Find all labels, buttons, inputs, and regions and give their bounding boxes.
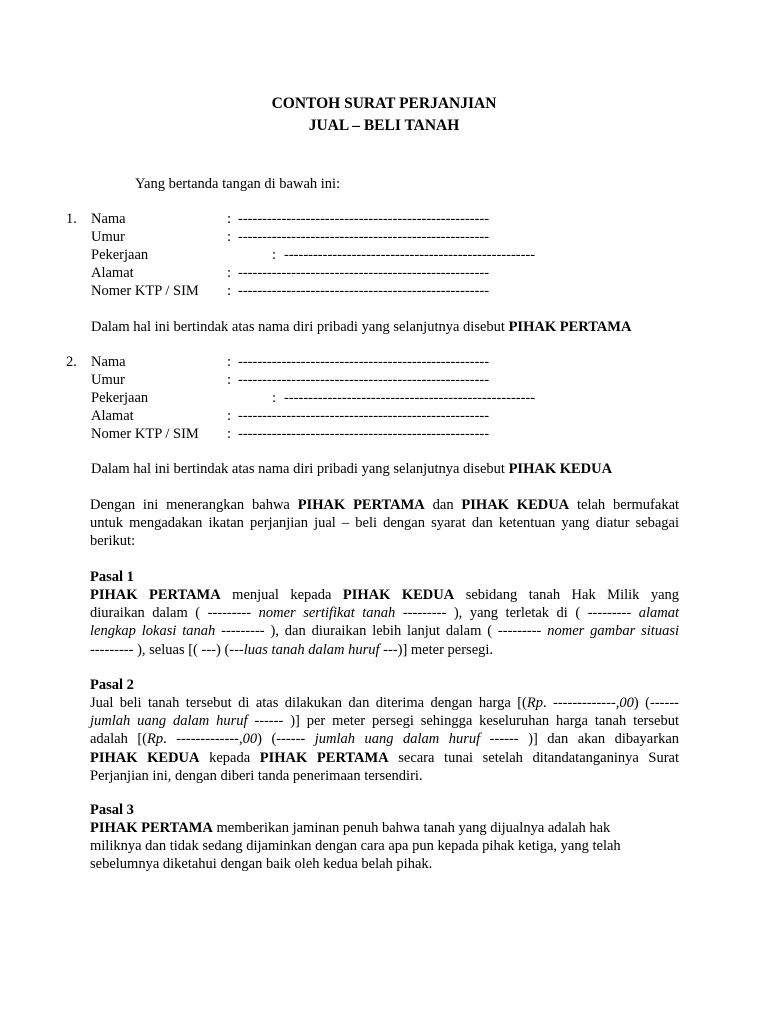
document-title: CONTOH SURAT PERJANJIAN [271, 95, 497, 112]
party1-ktp-colon: : [227, 283, 232, 299]
party2-pekerjaan-blank: ---------------------------------------------------- [284, 390, 536, 406]
party2-alamat-blank: ---------------------------------------------------- [238, 408, 490, 424]
party1-alamat-colon: : [227, 265, 232, 281]
pasal2-body: Jual beli tanah tersebut di atas dilakukan dan diterima dengan harga [(Rp. -------------,00) (------ jumlah uang dalam huruf ------ )] per meter persegi sehingga keseluruhan harga tanah tersebut adalah [(Rp. -------------,00) (------ jumlah uang dalam huruf ------ )] dan akan dibayarkan PIHAK KEDUA kepada PIHAK PERTAMA secara tunai setelah ditandatanganinya Surat Perjanjian ini, dengan diberi tanda penerimaan tersendiri. [90, 695, 680, 784]
party2-nama-blank: ---------------------------------------------------- [238, 354, 490, 370]
intro-text: Yang bertanda tangan di bawah ini: [135, 176, 341, 192]
party1-umur-colon: : [227, 229, 232, 245]
party1-ktp-blank: ---------------------------------------------------- [238, 283, 490, 299]
party2-umur-colon: : [227, 372, 232, 388]
party2-ktp-colon: : [227, 426, 232, 442]
pasal1-heading: Pasal 1 [90, 569, 134, 585]
party2-role: PIHAK KEDUA [508, 461, 613, 477]
party2-nama-colon: : [227, 354, 232, 370]
pasal3-heading: Pasal 3 [90, 802, 134, 818]
party1-pekerjaan-colon: : [272, 247, 277, 263]
pasal2-heading: Pasal 2 [90, 677, 134, 693]
party2-umur-blank: ---------------------------------------------------- [238, 372, 490, 388]
party2-alamat-label: Alamat [91, 408, 134, 424]
party2-ktp-label: Nomer KTP / SIM [91, 426, 199, 442]
party1-ktp-label: Nomer KTP / SIM [91, 283, 199, 299]
preamble-paragraph: Dengan ini menerangkan bahwa PIHAK PERTAMA dan PIHAK KEDUA telah bermufakat untuk mengadakan ikatan perjanjian jual – beli dengan syarat dan ketentuan yang diatur sebagai berikut: [90, 497, 680, 550]
party1-nama-label: Nama [91, 211, 126, 227]
party1-umur-blank: ---------------------------------------------------- [238, 229, 490, 245]
party1-nama-blank: ---------------------------------------------------- [238, 211, 490, 227]
party2-alamat-colon: : [227, 408, 232, 424]
party2-umur-label: Umur [91, 372, 125, 388]
pasal3-body: PIHAK PERTAMA memberikan jaminan penuh bahwa tanah yang dijualnya adalah hak miliknya dan tidak sedang dijaminkan dengan cara apa pun kepada pihak ketiga, yang telah sebelumnya diketahui dengan baik oleh kedua belah pihak. [90, 820, 621, 873]
pasal1-body: PIHAK PERTAMA menjual kepada PIHAK KEDUA sebidang tanah Hak Milik yang diuraikan dalam ( --------- nomer sertifikat tanah --------- ), yang terletak di ( --------- alamat lengkap lokasi tanah --------- ), dan diuraikan lebih lanjut dalam ( --------- nomer gambar situasi --------- ), seluas [( ---) (---luas tanah dalam huruf ---)] meter persegi. [90, 587, 680, 658]
party2-statement: Dalam hal ini bertindak atas nama diri pribadi yang selanjutnya disebut PIHAK KEDUA [91, 461, 613, 477]
party2-pekerjaan-colon: : [272, 390, 277, 406]
party1-pekerjaan-blank: ---------------------------------------------------- [284, 247, 536, 263]
party2-pekerjaan-label: Pekerjaan [91, 390, 149, 406]
party2-number: 2. [66, 354, 77, 370]
party1-pekerjaan-label: Pekerjaan [91, 247, 149, 263]
document-subtitle: JUAL – BELI TANAH [308, 117, 460, 134]
party1-statement: Dalam hal ini bertindak atas nama diri pribadi yang selanjutnya disebut PIHAK PERTAMA [91, 319, 632, 335]
party1-role: PIHAK PERTAMA [508, 319, 632, 335]
party1-number: 1. [66, 211, 77, 227]
party1-nama-colon: : [227, 211, 232, 227]
party1-umur-label: Umur [91, 229, 125, 245]
party2-nama-label: Nama [91, 354, 126, 370]
party1-alamat-label: Alamat [91, 265, 134, 281]
party2-ktp-blank: ---------------------------------------------------- [238, 426, 490, 442]
party1-alamat-blank: ---------------------------------------------------- [238, 265, 490, 281]
